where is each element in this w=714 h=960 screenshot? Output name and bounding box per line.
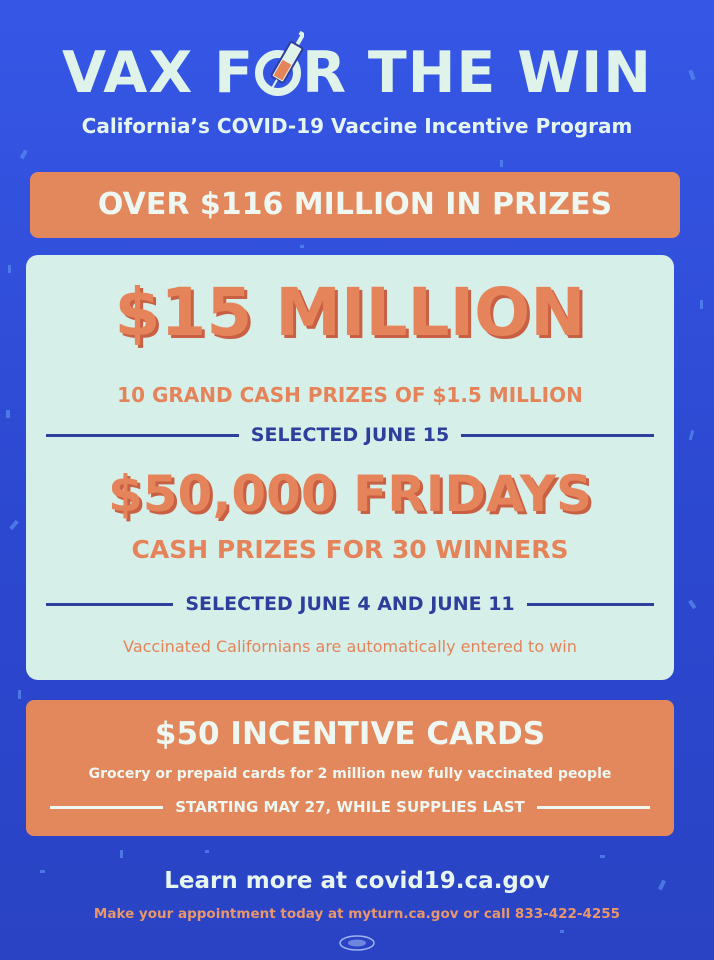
title-part-1: VAX F <box>62 40 255 106</box>
divider-left <box>50 806 163 809</box>
appointment-info: Make your appointment today at myturn.ca.gov or call 833-422-4255 <box>93 906 621 922</box>
state-seal-logo <box>338 934 376 952</box>
auto-entry-note: Vaccinated Californians are automatically entered to win <box>123 637 577 656</box>
grand-prize-selected-row <box>46 420 654 450</box>
divider-right <box>461 434 654 437</box>
incentive-cards-box <box>26 700 674 836</box>
divider-left <box>46 434 239 437</box>
poster-subtitle: California’s COVID-19 Vaccine Incentive Program <box>81 114 633 138</box>
poster-title <box>0 42 714 104</box>
divider-right <box>537 806 650 809</box>
divider-left <box>46 603 173 606</box>
friday-prize-selected-row <box>46 589 654 619</box>
incentive-cards-description: Grocery or prepaid cards for 2 million new fully vaccinated people <box>88 766 612 782</box>
prize-total-text: OVER $116 MILLION IN PRIZES <box>97 187 613 222</box>
title-part-2: R THE WIN <box>302 40 652 106</box>
divider-right <box>527 603 654 606</box>
learn-more-link[interactable]: Learn more at covid19.ca.gov <box>164 868 550 894</box>
friday-prize-selected-dates: SELECTED JUNE 4 AND JUNE 11 <box>185 593 515 615</box>
syringe-icon <box>268 24 304 104</box>
prize-total-banner <box>30 172 680 238</box>
incentive-cards-heading: $50 INCENTIVE CARDS <box>154 716 546 752</box>
grand-prize-detail: 10 GRAND CASH PRIZES OF $1.5 MILLION <box>117 383 583 407</box>
incentive-cards-start-row <box>50 792 650 822</box>
grand-prize-selected-date: SELECTED JUNE 15 <box>250 424 450 446</box>
friday-prize-detail: CASH PRIZES FOR 30 WINNERS <box>131 535 569 564</box>
incentive-cards-start: STARTING MAY 27, WHILE SUPPLIES LAST <box>175 798 525 816</box>
grand-prize-amount: $15 MILLION <box>114 274 586 351</box>
prizes-panel <box>26 255 674 680</box>
friday-prize-amount: $50,000 FRIDAYS <box>107 465 593 523</box>
